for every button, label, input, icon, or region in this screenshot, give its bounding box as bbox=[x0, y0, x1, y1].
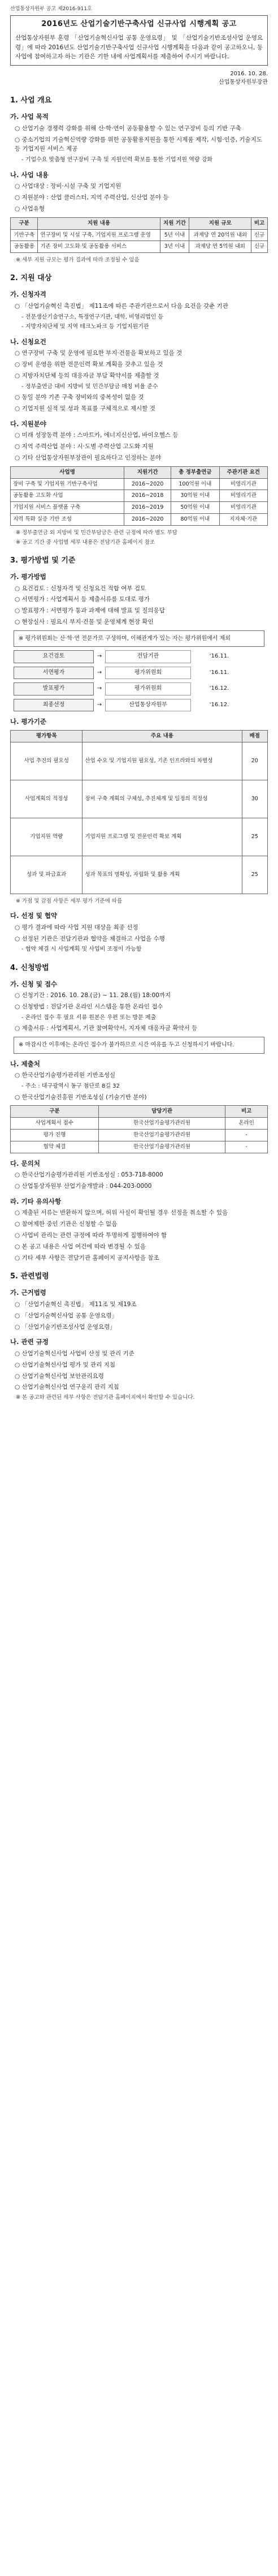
table-header: 평가항목 bbox=[11, 731, 82, 742]
s4-na-title: 나. 제출처 bbox=[10, 1059, 40, 1068]
table-cell: 2016~2018 bbox=[124, 490, 171, 502]
s4-ra-title: 라. 기타 유의사항 bbox=[10, 1197, 62, 1205]
table-header: 구분 bbox=[11, 1106, 99, 1118]
flow-org: 평가위원회 bbox=[105, 667, 191, 680]
s4-ra-item: ○ 기타 세부 사항은 전담기관 홈페이지 공지사항을 참조 bbox=[15, 1254, 159, 1261]
s5-ga-item: ○ 「산업기술기반조성사업 운영요령」 bbox=[15, 1323, 116, 1330]
flow-row bbox=[14, 682, 268, 695]
table-cell: 80억원 이내 bbox=[171, 513, 219, 525]
table-cell: 협약 체결 bbox=[11, 1141, 99, 1153]
s2-na-item: ○ 연구장비 구축 및 운영에 필요한 부지·건물을 확보하고 있을 것 bbox=[15, 350, 183, 357]
table-header: 사업명 bbox=[11, 466, 124, 478]
s2-na-item: ○ 장비 운영을 위한 전문인력 확보 계획을 갖추고 있을 것 bbox=[15, 361, 163, 368]
table-cell: 사업계획의 적정성 bbox=[11, 780, 82, 818]
s3-da-item: ○ 선정된 기관은 전담기관과 협약을 체결하고 사업을 수행 bbox=[15, 935, 165, 942]
table-cell: 비영리기관 bbox=[219, 502, 267, 514]
s3-ga-item: ○ 현장실사 : 필요시 부지·건물 및 운영체계 현장 확인 bbox=[15, 619, 154, 626]
flow-row bbox=[14, 667, 268, 680]
final-note: ※ 본 공고와 관련된 세부 사항은 전담기관 홈페이지에서 확인할 수 있습니다. bbox=[16, 1394, 195, 1401]
s5-na-item: ○ 산업기술혁신사업 평가 및 관리 지침 bbox=[15, 1361, 115, 1368]
title-box bbox=[10, 15, 268, 66]
table-row bbox=[11, 1141, 268, 1153]
table-cell: 기업지원 프로그램 및 전문인력 확보 계획 bbox=[82, 818, 242, 856]
s2-na-title: 나. 신청요건 bbox=[10, 337, 46, 346]
s4-info-box: ※ 마감시간 이후에는 온라인 접수가 불가하므로 시간 여유를 두고 신청하시기 바랍니다. bbox=[14, 1037, 264, 1054]
s2-ga-item: - 전문생산기술연구소, 특정연구기관, 대학, 비영리법인 등 bbox=[21, 314, 164, 320]
flow-org: 평가위원회 bbox=[105, 682, 191, 695]
s1-na-item: ○ 지원분야 : 산업 클러스터, 지역 주력산업, 신산업 분야 등 bbox=[15, 194, 169, 201]
s1-ga-title: 가. 사업 목적 bbox=[10, 113, 49, 121]
s4-da-item: ○ 산업통상자원부 산업기술개발과 : 044-203-0000 bbox=[15, 1183, 152, 1190]
criteria-note: ※ 가점 및 감점 사항은 세부 평가 기준에 따름 bbox=[16, 898, 123, 904]
s2-na-item: ○ 동일 분야 기존 구축 장비와의 중복성이 없을 것 bbox=[15, 394, 144, 401]
table-header: 주요 내용 bbox=[82, 731, 242, 742]
table-cell: 온라인 bbox=[225, 1118, 268, 1130]
table-cell: - bbox=[225, 1130, 268, 1141]
s4-ra-item: ○ 본 공고 내용은 사업 여건에 따라 변경될 수 있음 bbox=[15, 1243, 146, 1250]
s1-ga-item: - 기업수요 맞춤형 연구장비 구축 및 지원인력 확보를 통한 기업지원 역량 강화 bbox=[21, 157, 213, 164]
flow-step: 서면평가 bbox=[14, 667, 94, 680]
s4-ga-title: 가. 신청 및 접수 bbox=[10, 980, 58, 988]
table-cell: 신규 bbox=[251, 229, 268, 241]
table-cell: 한국산업기술평가관리원 bbox=[98, 1118, 225, 1130]
table-cell: 장비 구축 및 기업지원 기반구축사업 bbox=[11, 478, 124, 490]
s1-table bbox=[10, 217, 268, 253]
table-cell: 30 bbox=[242, 780, 268, 818]
s1-na-item: ○ 사업대상 : 장비·시설 구축 및 기업지원 bbox=[15, 183, 121, 190]
table-cell: 기존 장비 고도화 및 공동활용 서비스 bbox=[38, 241, 160, 253]
s2-da-item: ○ 기타 산업통상자원부장관이 필요하다고 인정하는 분야 bbox=[15, 454, 162, 462]
notice-date: 2016. 10. 28. bbox=[230, 71, 268, 78]
s2-da-item: ○ 지역 주력산업 분야 : 시·도별 주력산업 고도화 지원 bbox=[15, 443, 154, 450]
table-header: 구분 bbox=[11, 217, 38, 229]
table-row bbox=[11, 478, 268, 490]
table-cell: 50억원 이내 bbox=[171, 502, 219, 514]
s4-ra-item: ○ 제출된 서류는 반환하지 않으며, 허위 사실이 확인될 경우 선정을 취소할 수 있음 bbox=[15, 1209, 228, 1217]
s2-ga-item: - 지방자치단체 및 지역 테크노파크 등 기업지원기관 bbox=[21, 324, 149, 330]
table-cell: 공동활용 고도화 사업 bbox=[11, 490, 124, 502]
criteria-table bbox=[10, 730, 268, 894]
s3-da-item: ○ 평가 결과에 따라 사업 지원 대상을 최종 선정 bbox=[15, 924, 138, 931]
s2-table bbox=[10, 466, 268, 526]
evaluation-flow bbox=[10, 650, 268, 711]
table-header: 총 정부출연금 bbox=[171, 466, 219, 478]
notice-number: 산업통상자원부 공고 제2016-911호 bbox=[10, 6, 92, 12]
table-row bbox=[11, 1130, 268, 1141]
table-header: 지원 규모 bbox=[189, 217, 251, 229]
table-cell: 성과 목표의 명확성, 자립화 및 활용 계획 bbox=[82, 856, 242, 894]
table-row bbox=[11, 742, 268, 780]
table-cell: 25 bbox=[242, 818, 268, 856]
notice-org: 산업통상자원부장관 bbox=[219, 79, 268, 85]
table-row bbox=[11, 229, 268, 241]
s2-da-title: 다. 지원분야 bbox=[10, 419, 46, 428]
intro-text: 산업통상자원부 훈령 「산업기술혁신사업 공통 운영요령」 및 「산업기술기반조성사업 운영요령」에 따라 2016년도 산업기술기반구축사업 신규사업 시행계획을 다음과 같이 공고하오니, 동 사업에 참여하고자 하는 기관은 기한 내에 사업계획서를 제출하여 주시기 바랍니다. bbox=[15, 34, 263, 61]
s1-ga-item: ○ 중소기업의 기술혁신역량 강화를 위한 공동활용지원을 통한 시제품 제작, 시험·인증, 기술지도 등 기업지원 서비스 제공 bbox=[15, 136, 262, 153]
table-cell: 5년 이내 bbox=[160, 229, 189, 241]
s3-da-item: - 협약 체결 시 사업계획 및 사업비 조정이 가능함 bbox=[21, 946, 142, 953]
table-cell: 사업계획서 접수 bbox=[11, 1118, 99, 1130]
s5-na-item: ○ 산업기술혁신사업 사업비 산정 및 관리 기준 bbox=[15, 1350, 134, 1358]
table-header: 비고 bbox=[225, 1106, 268, 1118]
s2-da-item: ○ 미래 성장동력 분야 : 스마트카, 에너지신산업, 바이오헬스 등 bbox=[15, 432, 179, 439]
section-5-title: 5. 관련법령 bbox=[10, 1272, 49, 1281]
s2-na-item: ○ 기업지원 실적 및 성과 목표를 구체적으로 제시할 것 bbox=[15, 405, 155, 412]
table-cell: 25 bbox=[242, 856, 268, 894]
s5-ga-item: ○ 「산업기술혁신사업 공통 운영요령」 bbox=[15, 1312, 118, 1319]
table-cell: 기업지원 서비스 플랫폼 구축 bbox=[11, 502, 124, 514]
flow-org: 전담기관 bbox=[105, 650, 191, 663]
s3-info-box: ※ 평가위원회는 산·학·연 전문가로 구성하며, 이해관계가 있는 자는 평가위원에서 제외 bbox=[14, 630, 264, 647]
table-row bbox=[11, 818, 268, 856]
s2-note: ※ 정부출연금 외 지방비 및 민간부담금은 관련 규정에 따라 별도 부담 bbox=[16, 529, 177, 536]
table-row bbox=[11, 1118, 268, 1130]
table-cell: 신규 bbox=[251, 241, 268, 253]
table-row bbox=[11, 780, 268, 818]
s1-table-note: ※ 세부 지원 규모는 평가 결과에 따라 조정될 수 있음 bbox=[16, 257, 140, 264]
flow-org: 산업통상자원부 bbox=[105, 699, 191, 712]
flow-row bbox=[14, 699, 268, 712]
s4-ga-item: - 온라인 접수 후 필요 서류 원본은 우편 또는 방문 제출 bbox=[21, 1014, 157, 1021]
flow-step: 요건검토 bbox=[14, 650, 94, 663]
flow-step: 최종선정 bbox=[14, 699, 94, 712]
s4-ga-item: ○ 신청기간 : 2016. 10. 28.(금) ~ 11. 28.(월) 18:00까지 bbox=[15, 992, 171, 999]
flow-date: '16.12. bbox=[209, 701, 229, 708]
table-cell: 기업지원 역량 bbox=[11, 818, 82, 856]
s4-da-title: 다. 문의처 bbox=[10, 1159, 40, 1167]
table-cell: 2016~2019 bbox=[124, 502, 171, 514]
table-cell: 20 bbox=[242, 742, 268, 780]
table-cell: 성과 및 파급효과 bbox=[11, 856, 82, 894]
s3-ga-title: 가. 평가방법 bbox=[10, 573, 46, 581]
table-header: 비고 bbox=[251, 217, 268, 229]
section-4-title: 4. 신청방법 bbox=[10, 963, 49, 972]
table-header: 주관기관 요건 bbox=[219, 466, 267, 478]
s2-note: ※ 공고 기간 중 사업별 세부 내용은 전담기관 홈페이지 참조 bbox=[16, 539, 155, 546]
table-cell: 사업 추진의 필요성 bbox=[11, 742, 82, 780]
s1-na-title: 나. 사업 내용 bbox=[10, 170, 49, 179]
s5-ga-item: ○ 「산업기술혁신 촉진법」 제11조 및 제19조 bbox=[15, 1300, 137, 1308]
s4-ra-item: ○ 사업비 관리는 관련 규정에 따라 투명하게 집행하여야 함 bbox=[15, 1232, 167, 1239]
table-cell: - bbox=[225, 1141, 268, 1153]
s2-na-item: - 정부출연금 대비 지방비 및 민간부담금 매칭 비율 준수 bbox=[21, 383, 158, 390]
table-row bbox=[11, 856, 268, 894]
s4-ga-item: ○ 신청방법 : 전담기관 온라인 시스템을 통한 온라인 접수 bbox=[15, 1003, 163, 1011]
table-cell: 한국산업기술평가관리원 bbox=[98, 1130, 225, 1141]
table-header: 지원 내용 bbox=[38, 217, 160, 229]
s4-na-item: ○ 한국산업기술진흥원 기반조성실 (기술기반 분야) bbox=[15, 1093, 147, 1101]
arrow-right-icon: → bbox=[97, 669, 102, 676]
flow-date: '16.11. bbox=[209, 669, 229, 676]
s3-da-title: 다. 선정 및 협약 bbox=[10, 912, 58, 920]
table-header: 지원기간 bbox=[124, 466, 171, 478]
s3-ga-item: ○ 요건검토 : 신청자격 및 신청요건 적합 여부 검토 bbox=[15, 585, 146, 592]
s3-ga-item: ○ 발표평가 : 서면평가 통과 과제에 대해 발표 및 질의응답 bbox=[15, 607, 165, 615]
arrow-right-icon: → bbox=[97, 685, 102, 692]
s1-ga-item: ○ 산업기술 경쟁력 강화를 위해 산·학·연이 공동활용할 수 있는 연구장비 등의 기반 구축 bbox=[15, 124, 241, 132]
table-header: 담당기관 bbox=[98, 1106, 225, 1118]
s5-na-item: ○ 산업기술혁신사업 연구윤리 관리 지침 bbox=[15, 1384, 119, 1391]
flow-row bbox=[14, 650, 268, 663]
s1-na-item: ○ 사업유형 bbox=[15, 205, 45, 212]
table-cell: 지역 특화 실증 기반 조성 bbox=[11, 513, 124, 525]
s3-ga-item: ○ 서면평가 : 사업계획서 등 제출서류를 토대로 평가 bbox=[15, 596, 150, 603]
arrow-right-icon: → bbox=[97, 701, 102, 708]
table-cell: 비영리기관 bbox=[219, 478, 267, 490]
table-row bbox=[11, 241, 268, 253]
s3-na-title: 나. 평가기준 bbox=[10, 718, 46, 726]
s4-na-item: ○ 한국산업기술평가관리원 기반조성실 bbox=[15, 1072, 116, 1079]
table-cell: 2016~2020 bbox=[124, 478, 171, 490]
table-header: 배점 bbox=[242, 731, 268, 742]
s2-ga-title: 가. 신청자격 bbox=[10, 290, 46, 299]
section-1-title: 1. 사업 개요 bbox=[10, 96, 52, 105]
table-row bbox=[11, 490, 268, 502]
section-2-title: 2. 지원 대상 bbox=[10, 274, 52, 283]
s5-ga-title: 가. 근거법령 bbox=[10, 1289, 46, 1297]
s4-ga-item: ○ 제출서류 : 사업계획서, 기관 참여확약서, 지자체 대응자금 확약서 등 bbox=[15, 1025, 198, 1032]
table-cell: 지자체·기관 bbox=[219, 513, 267, 525]
table-cell: 기반구축 bbox=[11, 229, 38, 241]
section-3-title: 3. 평가방법 및 기준 bbox=[10, 556, 76, 565]
flow-date: '16.12. bbox=[209, 685, 229, 692]
s5-na-title: 나. 관련 규정 bbox=[10, 1338, 49, 1346]
s4-da-item: ○ 한국산업기술평가관리원 기반조성실 : 053-718-8000 bbox=[15, 1171, 163, 1179]
table-cell: 평가 진행 bbox=[11, 1130, 99, 1141]
table-cell: 과제당 연 5억원 내외 bbox=[189, 241, 251, 253]
flow-step: 발표평가 bbox=[14, 682, 94, 695]
table-cell: 30억원 이내 bbox=[171, 490, 219, 502]
table-cell: 산업 수요 및 기업지원 필요성, 기존 인프라와의 차별성 bbox=[82, 742, 242, 780]
table-row bbox=[11, 513, 268, 525]
table-cell: 2016~2020 bbox=[124, 513, 171, 525]
table-cell: 장비 구축 계획의 구체성, 추진체계 및 일정의 적정성 bbox=[82, 780, 242, 818]
table-header: 지원 기간 bbox=[160, 217, 189, 229]
table-cell: 연구장비 및 시설 구축, 기업지원 프로그램 운영 bbox=[38, 229, 160, 241]
table-cell: 100억원 이내 bbox=[171, 478, 219, 490]
s4-na-item: - 주소 : 대구광역시 동구 첨단로 8길 32 bbox=[21, 1083, 120, 1090]
arrow-right-icon: → bbox=[97, 653, 102, 660]
table-cell: 비영리기관 bbox=[219, 490, 267, 502]
s2-na-item: ○ 지방자치단체 등의 대응자금 부담 확약서를 제출할 것 bbox=[15, 372, 159, 379]
s2-ga-item: ○ 「산업기술혁신 촉진법」 제11조에 따른 주관기관으로서 다음 요건을 갖춘 기관 bbox=[15, 302, 228, 310]
table-cell: 한국산업기술평가관리원 bbox=[98, 1141, 225, 1153]
page-title: 2016년도 산업기술기반구축사업 신규사업 시행계획 공고 bbox=[41, 20, 237, 29]
table-cell: 3년 이내 bbox=[160, 241, 189, 253]
flow-date: '16.11. bbox=[209, 653, 229, 660]
table-row bbox=[11, 502, 268, 514]
table-cell: 과제당 연 20억원 내외 bbox=[189, 229, 251, 241]
s4-table bbox=[10, 1105, 268, 1153]
s4-ra-item: ○ 참여제한 중인 기관은 신청할 수 없음 bbox=[15, 1221, 118, 1228]
table-cell: 공동활용 bbox=[11, 241, 38, 253]
s5-na-item: ○ 산업기술혁신사업 보안관리요령 bbox=[15, 1372, 104, 1380]
